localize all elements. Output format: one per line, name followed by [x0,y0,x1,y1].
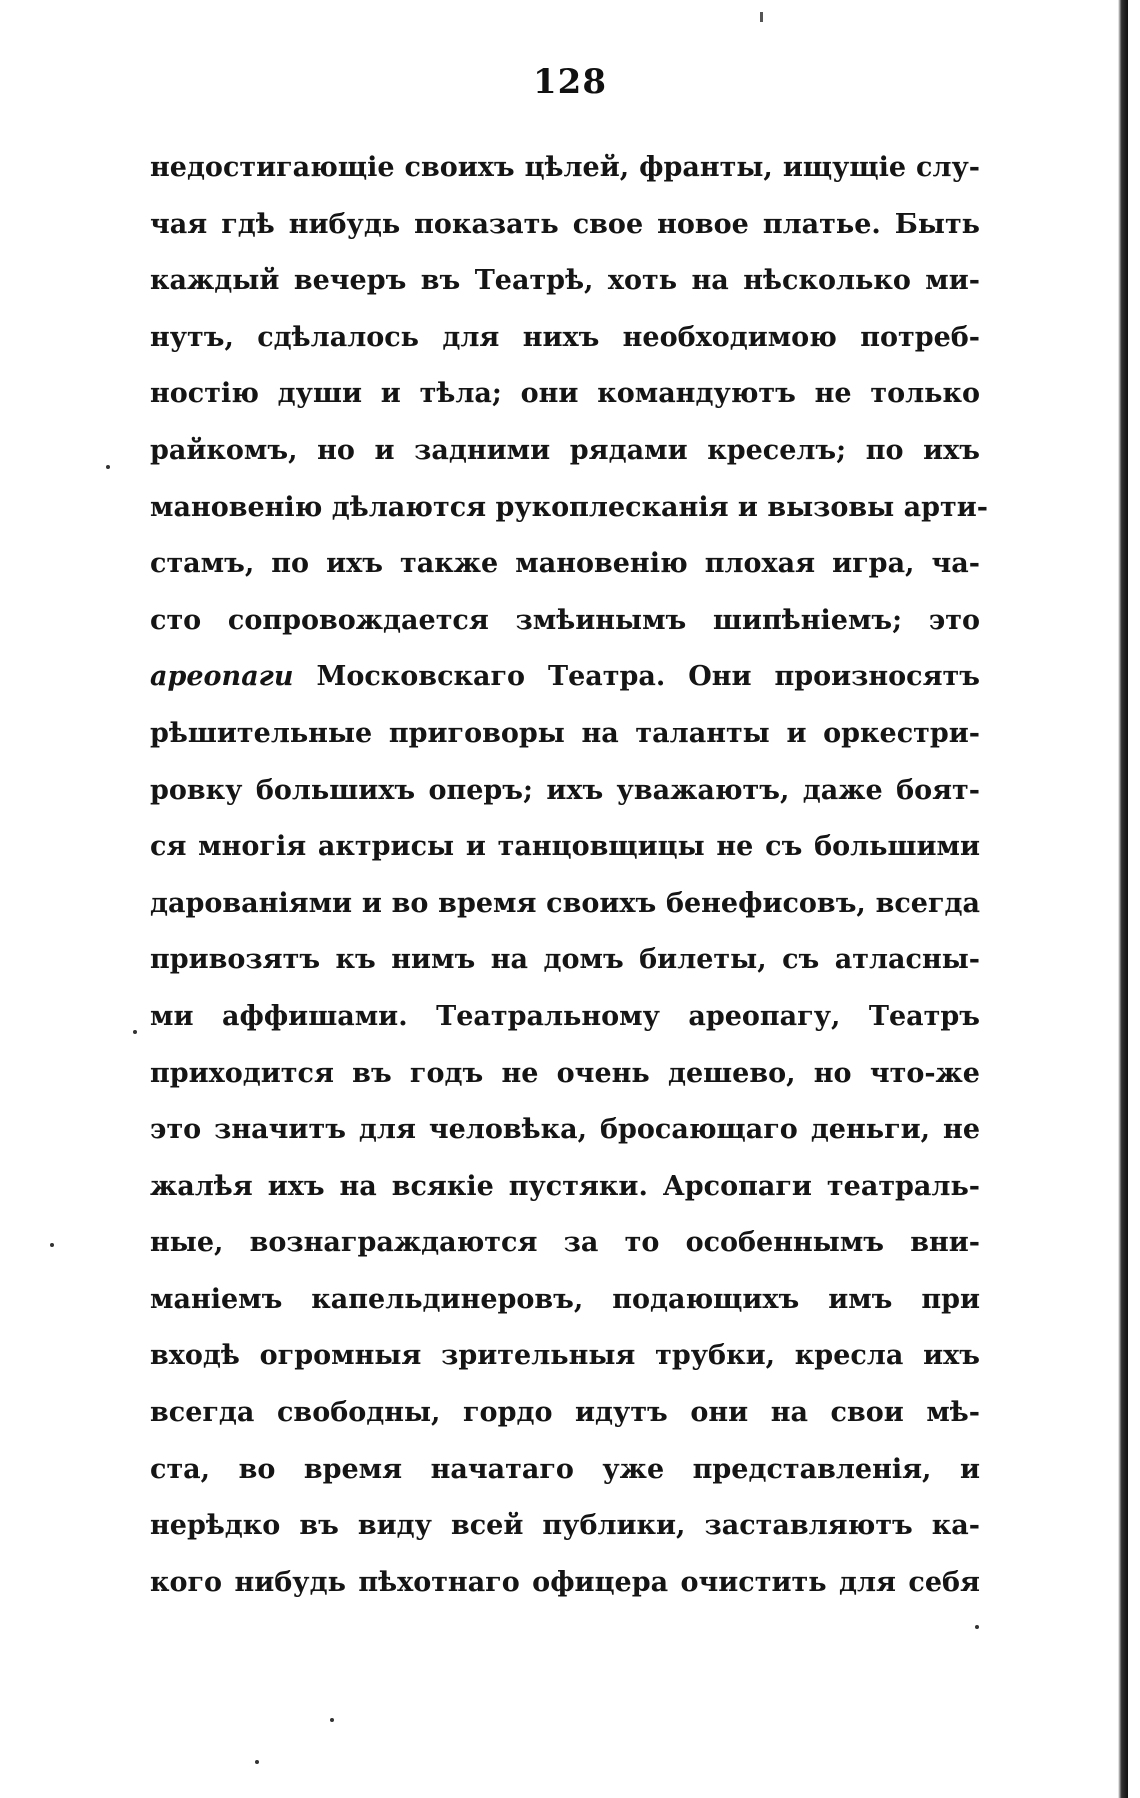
text-line: входѣ огромныя зрительныя трубки, кресла ихъ [150,1340,980,1372]
text-line: маніемъ капельдинеровъ, подающихъ имъ при [150,1283,980,1315]
text-line-rest: Московскаго Театра. Они произносятъ [316,661,980,693]
text-line: каждый вечеръ въ Театрѣ, хоть на нѣсколько ми- [150,265,980,297]
text-line: нерѣдко въ виду всей публики, заставляютъ ка- [150,1510,980,1542]
text-line: мановенію дѣлаются рукоплесканія и вызовы арти- [150,491,988,523]
text-line: рѣшительные приговоры на таланты и оркестри- [150,717,980,749]
text-line: привозятъ къ нимъ на домъ билеты, съ атласны- [150,944,980,976]
text-line: ми аффишами. Театральному ареопагу, Театръ [150,1000,980,1032]
text-line: сто сопровождается змѣинымъ шипѣніемъ; это [150,604,980,636]
text-line: ста, во время начатаго уже представленія, и [150,1453,980,1485]
italic-word: ареопаги [150,661,294,693]
scan-speck [330,1718,334,1722]
scan-speck [255,1760,259,1764]
text-line: ся многія актрисы и танцовщицы не съ большими [150,831,980,863]
body-text [150,140,988,1611]
text-line: ные, вознаграждаются за то особеннымъ вни- [150,1227,980,1259]
scan-mark [760,12,763,22]
text-line: ровку большихъ оперъ; ихъ уважаютъ, даже боят- [150,774,980,806]
page-edge-shadow [1118,0,1128,1798]
text-line: райкомъ, но и задними рядами креселъ; по ихъ [150,434,980,466]
scan-speck [50,1243,54,1247]
text-line: ностію души и тѣла; они командуютъ не только [150,378,980,410]
text-line: всегда свободны, гордо идутъ они на свои мѣ- [150,1397,980,1429]
text-line: стамъ, по ихъ также мановенію плохая игра, ча- [150,548,980,580]
text-line: это значитъ для человѣка, бросающаго деньги, не [150,1114,980,1146]
scan-speck [133,1030,137,1034]
text-line-with-italic [150,649,980,706]
scan-speck [106,465,110,469]
text-line: чая гдѣ нибудь показать свое новое платье. Быть [150,208,980,240]
text-line: нутъ, сдѣлалось для нихъ необходимою потреб- [150,321,980,353]
text-line: недостигающіе своихъ цѣлей, франты, ищущіе слу- [150,152,980,183]
text-line: кого нибудь пѣхотнаго офицера очистить для себя [150,1566,980,1598]
text-line: дарованіями и во время своихъ бенефисовъ, всегда [150,887,980,919]
page-number: 128 [533,62,607,102]
text-line: жалѣя ихъ на всякіе пустяки. Арсопаги театраль- [150,1170,980,1202]
scan-speck [975,1625,979,1629]
text-line: приходится въ годъ не очень дешево, но что-же [150,1057,980,1089]
